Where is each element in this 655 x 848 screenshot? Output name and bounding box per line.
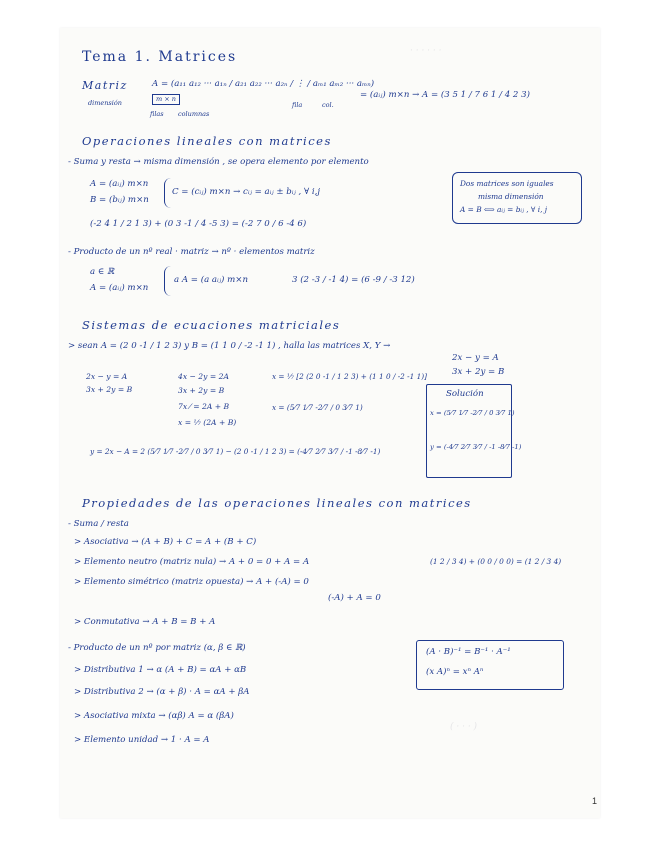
producto-real-line2: A = (aᵢⱼ) m×n bbox=[90, 283, 149, 293]
equal-box-line3: A = B ⟺ aᵢⱼ = bᵢⱼ , ∀ i, j bbox=[460, 205, 548, 214]
prop-asociativa: > Asociativa → (A + B) + C = A + (B + C) bbox=[74, 537, 257, 547]
col-label: col. bbox=[322, 101, 334, 109]
page-title: Tema 1. Matrices bbox=[82, 49, 238, 65]
ops-title: Operaciones lineales con matrices bbox=[82, 134, 332, 148]
sistemas-problem: > sean A = (2 0 -1 / 1 2 3) y B = (1 1 0 / -2 -1 1) , halla las matrices X, Y → bbox=[68, 341, 391, 351]
system-eq2: 3x + 2y = B bbox=[452, 367, 505, 377]
notebook-page bbox=[60, 28, 600, 818]
prop-asociativa-mixta: > Asociativa mixta → (αβ) A = α (βA) bbox=[74, 711, 234, 721]
propiedades-title: Propiedades de las operaciones lineales con matrices bbox=[82, 496, 472, 510]
equal-box-line2: misma dimensión bbox=[478, 192, 544, 201]
work-line2: 3x + 2y = B bbox=[178, 386, 225, 395]
matrix-label: Matriz bbox=[82, 79, 128, 92]
bleed-through-text: · · · · · · bbox=[410, 46, 442, 56]
prop-elemento-unidad: > Elemento unidad → 1 · A = A bbox=[74, 735, 210, 745]
fila-label: fila bbox=[292, 101, 303, 109]
filas-label: filas bbox=[150, 110, 164, 118]
prop-distributiva-1: > Distributiva 1 → α (A + B) = αA + αB bbox=[74, 665, 247, 675]
producto-real-heading: - Producto de un nº real · matriz → nº · elementos matriz bbox=[68, 247, 315, 257]
prop-neutro-example: (1 2 / 3 4) + (0 0 / 0 0) = (1 2 / 3 4) bbox=[430, 557, 562, 566]
prop-simetrico-2: (-A) + A = 0 bbox=[328, 593, 381, 603]
dimension-box: m × n bbox=[152, 94, 180, 105]
suma-a-def: A = (aᵢⱼ) m×n bbox=[90, 179, 149, 189]
solution-y: y = (-4⁄7 2⁄7 3⁄7 / -1 -8⁄7 -1) bbox=[430, 443, 522, 451]
work-line3: 7x ⁄ = 2A + B bbox=[178, 402, 230, 411]
solution-x: x = (5⁄7 1⁄7 -2⁄7 / 0 3⁄7 1) bbox=[430, 409, 515, 417]
suma-b-def: B = (bᵢⱼ) m×n bbox=[90, 195, 149, 205]
brace bbox=[164, 266, 171, 296]
system-copy-eq1: 2x − y = A bbox=[86, 372, 128, 381]
power-rule: (x A)ⁿ = xⁿ Aⁿ bbox=[426, 667, 484, 677]
producto-numero-heading: - Producto de un nº por matriz (α, β ∈ ℝ) bbox=[68, 643, 246, 653]
equal-box-line1: Dos matrices son iguales bbox=[460, 179, 554, 188]
matrix-compact-form: = (aᵢⱼ) m×n → A = (3 5 1 / 7 6 1 / 4 2 3) bbox=[360, 90, 530, 100]
system-eq1: 2x − y = A bbox=[452, 353, 499, 363]
work-line4: x = ⅐ (2A + B) bbox=[178, 418, 237, 427]
suma-c-def: C = (cᵢⱼ) m×n → cᵢⱼ = aᵢⱼ ± bᵢⱼ , ∀ i,j bbox=[172, 187, 321, 197]
system-copy-eq2: 3x + 2y = B bbox=[86, 385, 133, 394]
producto-real-example: 3 (2 -3 / -1 4) = (6 -9 / -3 12) bbox=[292, 275, 415, 285]
page-number: 1 bbox=[591, 796, 597, 806]
columnas-label: columnas bbox=[178, 110, 210, 118]
sistemas-title: Sistemas de ecuaciones matriciales bbox=[82, 318, 341, 332]
suma-example: (-2 4 1 / 2 1 3) + (0 3 -1 / 4 -5 3) = (-2 7 0 / 6 -4 6) bbox=[90, 219, 307, 229]
prop-neutro: > Elemento neutro (matriz nula) → A + 0 = 0 + A = A bbox=[74, 557, 310, 567]
prop-conmutativa: > Conmutativa → A + B = B + A bbox=[74, 617, 216, 627]
bleed-through-text: ( · · · ) bbox=[450, 722, 478, 732]
suma-heading: - Suma y resta → misma dimensión , se opera elemento por elemento bbox=[68, 157, 369, 167]
suma-resta-heading: - Suma / resta bbox=[68, 519, 129, 529]
x-calc-line2: x = (5⁄7 1⁄7 -2⁄7 / 0 3⁄7 1) bbox=[272, 403, 363, 412]
y-calc: y = 2x − A = 2 (5⁄7 1⁄7 -2⁄7 / 0 3⁄7 1) − (2 0 -1 / 1 2 3) = (-4⁄7 2⁄7 3⁄7 / -1 -8⁄7 -1) bbox=[90, 447, 381, 456]
work-line1: 4x − 2y = 2A bbox=[178, 372, 229, 381]
inverse-product-rule: (A · B)⁻¹ = B⁻¹ · A⁻¹ bbox=[426, 647, 511, 657]
brace bbox=[164, 178, 171, 208]
producto-real-line1: a ∈ ℝ bbox=[90, 267, 115, 277]
prop-distributiva-2: > Distributiva 2 → (α + β) · A = αA + βA bbox=[74, 687, 250, 697]
matrix-general-form: A = (a₁₁ a₁₂ ··· a₁ₙ / a₂₁ a₂₂ ··· a₂ₙ / ⋮ / aₘ₁ aₘ₂ ··· aₘₙ) bbox=[152, 79, 375, 89]
producto-real-formula: a A = (a aᵢⱼ) m×n bbox=[174, 275, 249, 285]
x-calc-line1: x = ⅐ [2 (2 0 -1 / 1 2 3) + (1 1 0 / -2 -1 1)] bbox=[272, 372, 427, 381]
prop-simetrico: > Elemento simétrico (matriz opuesta) → A + (-A) = 0 bbox=[74, 577, 309, 587]
solution-title: Solución bbox=[446, 389, 484, 399]
dimension-label: dimensión bbox=[88, 99, 122, 107]
